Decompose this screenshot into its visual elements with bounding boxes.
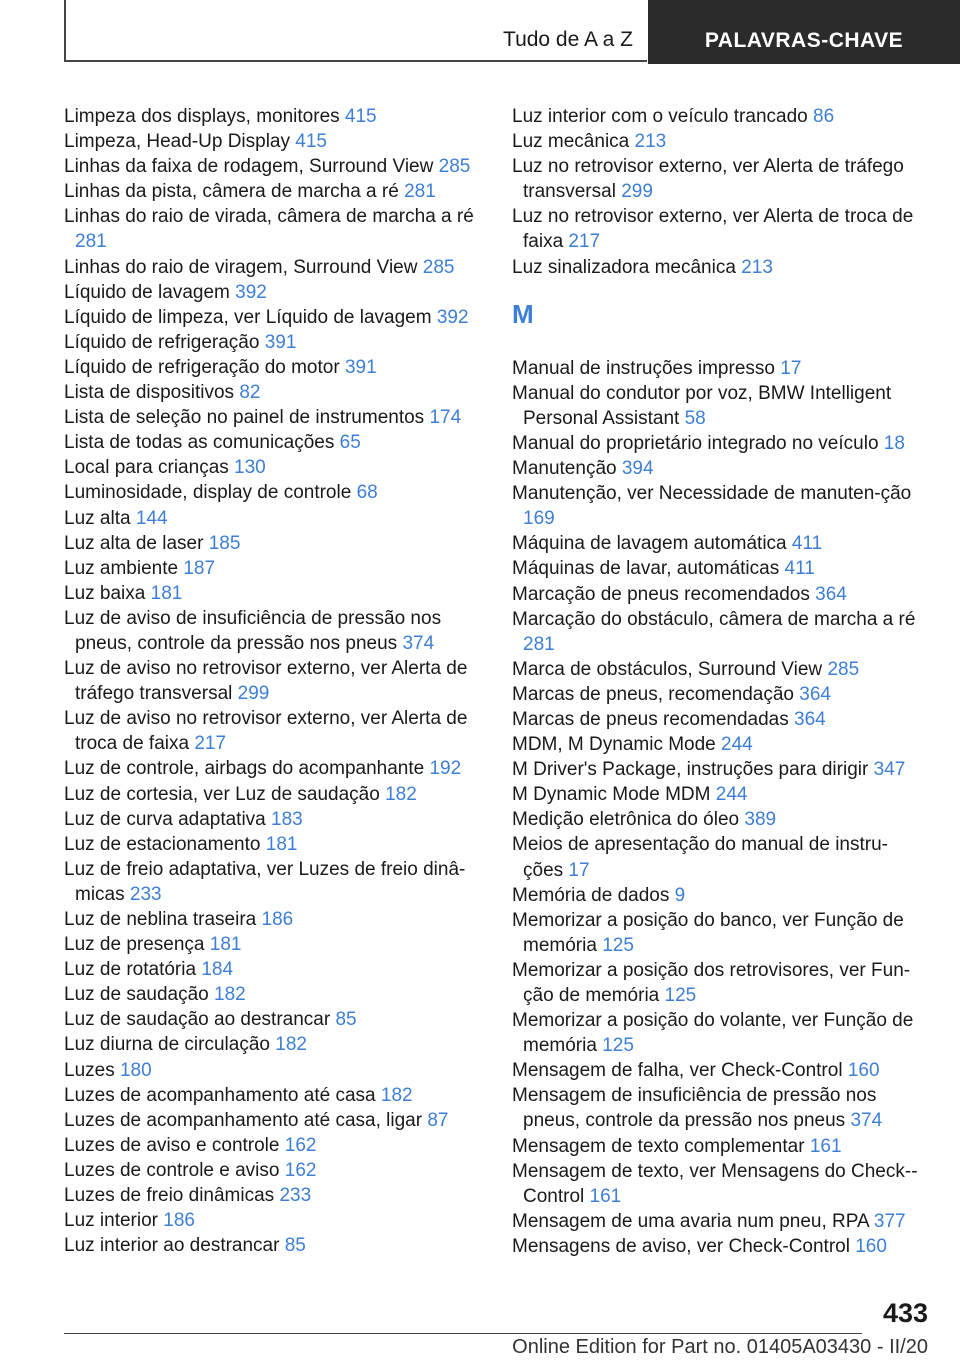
index-entry [64,204,476,254]
page-reference-link[interactable]: 18 [883,432,905,454]
index-entry [512,431,924,456]
page-reference-link[interactable]: 394 [621,458,654,480]
index-entry [512,1058,924,1083]
page-reference-link[interactable]: 185 [208,532,241,554]
page-reference-link[interactable]: 364 [794,708,826,730]
index-entry-text: Manual de instruções impresso [512,357,775,379]
index-entry-text: Luz mecânica [512,131,630,153]
index-entry [64,154,476,179]
footer-divider [64,1333,862,1334]
index-entry-text: Luz de saudação ao destrancar [64,1009,331,1031]
index-entry-text: Memória de dados [512,884,670,906]
index-entry-text: Memorizar a posição do volante, ver Função de memória [512,1010,914,1057]
index-entry [512,129,924,154]
page-reference-link[interactable]: 160 [855,1235,887,1257]
index-entry-text: Luminosidade, display de controle [64,482,352,504]
page-reference-link[interactable]: 125 [602,1035,634,1057]
index-entry-text: Líquido de refrigeração [64,331,260,353]
index-entry-text: MDM, M Dynamic Mode [512,734,716,756]
page-reference-link[interactable]: 187 [183,557,216,579]
page-reference-link[interactable]: 65 [339,432,361,454]
index-entry [512,908,924,958]
index-entry-text: Mensagem de insuficiência de pressão nos pneus, controle da pressão nos pneus [512,1085,877,1132]
page-reference-link[interactable]: 182 [385,783,417,805]
page-reference-link[interactable]: 17 [780,357,802,379]
index-entry-text: Luz diurna de circulação [64,1034,270,1056]
index-entry-text: Lista de dispositivos [64,382,235,404]
page-reference-link[interactable]: 217 [194,733,227,755]
page-reference-link[interactable]: 411 [784,558,815,580]
index-entry [512,1134,924,1159]
index-entry-text: Luz de controle, airbags do acompanhante [64,758,425,780]
page-reference-link[interactable]: 415 [295,131,327,153]
index-entry [64,305,476,330]
index-entry-text: Máquina de lavagem automática [512,533,787,555]
page-reference-link[interactable]: 125 [602,934,634,956]
page-reference-link[interactable]: 86 [813,106,835,127]
page-reference-link[interactable]: 392 [235,281,267,303]
page-reference-link[interactable]: 364 [799,683,831,705]
page-reference-link[interactable]: 169 [523,508,555,530]
page-reference-link[interactable]: 181 [265,833,298,855]
index-entry-text: Luz de neblina traseira [64,909,257,930]
page-reference-link[interactable]: 162 [284,1134,317,1156]
index-entry [64,1083,476,1108]
index-entry-text: Luz ambiente [64,557,179,579]
index-entry-text: Medição eletrônica do óleo [512,809,740,831]
index-entry-text: Marcação do obstáculo, câmera de marcha a ré [512,608,916,630]
index-entry-text: Limpeza, Head-Up Display [64,131,290,153]
index-entry-text: Linhas do raio de viragem, Surround View [64,256,418,278]
index-entry [64,380,476,405]
page-reference-link[interactable]: 391 [264,331,297,353]
index-entry-text: Líquido de lavagem [64,281,230,303]
page-reference-link[interactable]: 186 [261,909,294,930]
page-reference-link[interactable]: 181 [150,582,183,604]
index-entry [512,356,924,381]
page-reference-link[interactable]: 213 [634,131,667,153]
index-entry-text: Mensagem de texto complementar [512,1135,805,1157]
index-entry [512,883,924,908]
index-entry [64,1058,476,1083]
page-reference-link[interactable]: 213 [741,256,773,278]
page-reference-link[interactable]: 125 [664,985,697,1006]
page-number: 433 [882,1298,928,1328]
index-entry [64,129,476,154]
page-reference-link[interactable]: 377 [873,1210,906,1232]
index-entry-text: Luzes de acompanhamento até casa [64,1084,376,1106]
index-entry-text: Lista de seleção no painel de instrumentos [64,407,425,429]
page-reference-link[interactable]: 17 [568,859,590,881]
index-entry-text: M Driver's Package, instruções para dirigir [512,759,869,781]
page-reference-link[interactable]: 162 [284,1159,317,1181]
index-entry-text: Luz interior com o veículo trancado [512,106,808,127]
index-entry [512,707,924,732]
index-entry [512,1159,924,1209]
page-reference-link[interactable]: 182 [214,984,246,1006]
index-entry [64,706,476,756]
index-entry [512,1083,924,1133]
index-entry [64,1233,476,1258]
index-entry-text: Manutenção, ver Necessidade de manuten-ção [512,483,912,505]
index-entry-text: M Dynamic Mode MDM [512,784,711,806]
page-reference-link[interactable]: 186 [163,1210,195,1232]
section-header [64,0,647,62]
keywords-tab [648,0,960,64]
page-reference-link[interactable]: 182 [380,1084,413,1106]
index-entry [512,782,924,807]
page-reference-link[interactable]: 299 [621,181,653,203]
index-entry-text: Luz baixa [64,582,146,604]
index-entry-text: Luz de freio adaptativa, ver Luzes de freio dinâ-micas [64,858,466,905]
index-entry-text: Linhas da faixa de rodagem, Surround View [64,156,434,178]
index-entry [512,958,924,1008]
index-entry [64,857,476,907]
index-entry-text: Mensagem de uma avaria num pneu, RPA [512,1210,869,1232]
index-entry [512,1008,924,1058]
index-entry [512,732,924,757]
index-entry-text: Luz de aviso no retrovisor externo, ver Alerta de troca de faixa [64,708,468,755]
index-entry-text: Líquido de refrigeração do motor [64,356,340,378]
index-entry-text: Luz de aviso no retrovisor externo, ver Alerta de tráfego transversal [64,658,468,705]
page-reference-link[interactable]: 192 [429,758,462,780]
index-entry-text: Luz interior [64,1210,158,1232]
index-entry [512,154,924,204]
page-reference-link[interactable]: 85 [335,1009,357,1031]
index-entry [512,255,924,280]
page-reference-link[interactable]: 233 [129,883,162,905]
page-reference-link[interactable]: 391 [344,356,377,378]
index-entry-text: Luzes de freio dinâmicas [64,1185,275,1207]
index-entry-text: Marcas de pneus, recomendação [512,683,794,705]
index-entry [512,657,924,682]
index-entry [64,330,476,355]
index-entry [64,1208,476,1233]
index-entry [512,1209,924,1234]
index-entry-text: Manual do proprietário integrado no veículo [512,432,879,454]
index-entry [512,104,924,129]
index-entry [64,807,476,832]
index-entry [64,1183,476,1208]
page-reference-link[interactable]: 160 [847,1060,880,1082]
index-entry-text: Luz alta [64,507,131,529]
page-reference-link[interactable]: 415 [344,106,377,127]
index-column-left [64,104,476,1258]
index-entry-text: Mensagem de falha, ver Check-Control [512,1060,843,1082]
index-entry [64,581,476,606]
index-entry-text: Luzes de aviso e controle [64,1134,280,1156]
page-reference-link[interactable]: 130 [234,457,266,479]
index-entry-text: Meios de apresentação do manual de instru-ções [512,834,889,881]
page-reference-link[interactable]: 299 [237,683,270,705]
index-entry [512,607,924,657]
index-entry [64,104,476,129]
index-entry-text: Luz de cortesia, ver Luz de saudação [64,783,380,805]
page-reference-link[interactable]: 85 [284,1235,306,1257]
index-entry [64,531,476,556]
index-entry-text: Líquido de limpeza, ver Líquido de lavagem [64,306,432,328]
index-entry [64,782,476,807]
page-header [64,0,960,64]
page-reference-link[interactable]: 9 [674,884,686,906]
index-entry-text: Luz no retrovisor externo, ver Alerta de tráfego transversal [512,156,904,203]
index-entry-text: Linhas do raio de virada, câmera de marcha a ré [64,206,474,228]
index-entry [64,756,476,781]
index-entry [512,481,924,531]
page-reference-link[interactable]: 244 [721,734,753,756]
index-entry [64,606,476,656]
index-entry [64,556,476,581]
index-letter-heading: M [512,298,534,329]
page-reference-link[interactable]: 161 [589,1185,622,1207]
index-entry [64,1158,476,1183]
page-reference-link[interactable]: 347 [873,759,906,781]
index-entry-text: Luz interior ao destrancar [64,1235,280,1257]
page-reference-link[interactable]: 244 [715,784,748,806]
page-reference-link[interactable]: 68 [356,482,378,504]
index-entry [64,656,476,706]
index-entry [64,932,476,957]
index-entry-text: Memorizar a posição do banco, ver Função de memória [512,909,904,956]
index-entry-text: Linhas da pista, câmera de marcha a ré [64,181,399,203]
index-entry-text: Luzes de acompanhamento até casa, ligar [64,1109,423,1131]
keywords-tab-label: PALAVRAS-CHAVE [704,29,904,52]
index-column-right [512,104,924,1259]
index-entry [512,1234,924,1259]
index-entry [64,405,476,430]
index-entry [64,907,476,932]
index-entry-text: Limpeza dos displays, monitores [64,106,340,127]
index-entry [512,456,924,481]
index-entry-text: Local para crianças [64,457,229,479]
page-reference-link[interactable]: 183 [271,808,303,830]
index-entry [512,381,924,431]
page-reference-link[interactable]: 285 [827,658,860,680]
index-entry [512,531,924,556]
index-entry [512,582,924,607]
index-entry-text: Marcas de pneus recomendadas [512,708,789,730]
index-entry [64,506,476,531]
page-reference-link[interactable]: 411 [791,533,823,555]
page-reference-link[interactable]: 144 [135,507,168,529]
page-reference-link[interactable]: 281 [75,231,107,253]
index-entry [512,682,924,707]
index-entry [64,179,476,204]
index-entry-text: Luz de presença [64,934,205,956]
section-title: Tudo de A a Z [503,28,633,51]
page-reference-link[interactable]: 180 [119,1059,152,1081]
index-entry-text: Luz de estacionamento [64,833,261,855]
index-entry-text: Luz sinalizadora mecânica [512,256,736,278]
page-reference-link[interactable]: 217 [568,231,601,253]
index-entry-text: Luz de rotatória [64,959,197,981]
index-entry-text: Luz de saudação [64,984,209,1006]
index-entry [64,1007,476,1032]
index-entry [64,455,476,480]
index-entry [64,957,476,982]
page-reference-link[interactable]: 174 [429,407,462,429]
index-entry-text: Luz alta de laser [64,532,204,554]
index-entry-text: Mensagens de aviso, ver Check-Control [512,1235,850,1257]
index-entry [64,832,476,857]
index-entry [512,757,924,782]
index-entry [64,1032,476,1057]
page-reference-link[interactable]: 182 [275,1034,307,1056]
page-reference-link[interactable]: 161 [809,1135,842,1157]
index-entry [64,430,476,455]
index-entry [512,807,924,832]
index-entry [64,355,476,380]
page-reference-link[interactable]: 233 [279,1185,312,1207]
page-reference-link[interactable]: 285 [438,156,471,178]
index-entry [512,832,924,882]
index-entry [512,204,924,254]
page-reference-link[interactable]: 392 [436,306,469,328]
index-group-m [512,356,924,1259]
index-entry-text: Luz de aviso de insuficiência de pressão nos pneus, controle da pressão nos pneus [64,607,442,654]
index-entry [64,1133,476,1158]
page-reference-link[interactable]: 374 [850,1110,883,1132]
page-reference-link[interactable]: 181 [209,934,242,956]
index-group-l [512,104,924,280]
index-entry [64,480,476,505]
index-entry [64,280,476,305]
index-entry-text: Lista de todas as comunicações [64,432,335,454]
index-entry-text: Luzes [64,1059,115,1081]
index-entry-text: Marca de obstáculos, Surround View [512,658,823,680]
index-entry-text: Luzes de controle e aviso [64,1159,280,1181]
page-reference-link[interactable]: 184 [201,959,234,981]
page-reference-link[interactable]: 281 [404,181,436,203]
page-reference-link[interactable]: 374 [402,632,435,654]
page-reference-link[interactable]: 82 [239,382,261,404]
page-reference-link[interactable]: 285 [422,256,455,278]
index-entry-text: Memorizar a posição dos retrovisores, ver Fun-ção de memória [512,959,911,1006]
page-reference-link[interactable]: 58 [684,407,706,429]
index-entry [64,255,476,280]
page-reference-link[interactable]: 87 [427,1109,449,1131]
index-entry-text: Manual do condutor por voz, BMW Intelligent Personal Assistant [512,382,892,429]
footer-edition-text: Online Edition for Part no. 01405A03430 - II/20 [512,1336,928,1358]
index-entry [512,556,924,581]
index-entry [64,982,476,1007]
index-entry [64,1108,476,1133]
index-entry-text: Manutenção [512,458,617,480]
index-entry-text: Luz no retrovisor externo, ver Alerta de troca de faixa [512,206,914,253]
index-entry-text: Luz de curva adaptativa [64,808,266,830]
page-reference-link[interactable]: 389 [744,809,777,831]
index-entry-text: Mensagem de texto, ver Mensagens do Check--Control [512,1160,918,1207]
index-entry-text: Máquinas de lavar, automáticas [512,558,780,580]
index-entry-text: Marcação de pneus recomendados [512,583,810,605]
page-reference-link[interactable]: 364 [815,583,847,605]
page-reference-link[interactable]: 281 [523,633,555,655]
